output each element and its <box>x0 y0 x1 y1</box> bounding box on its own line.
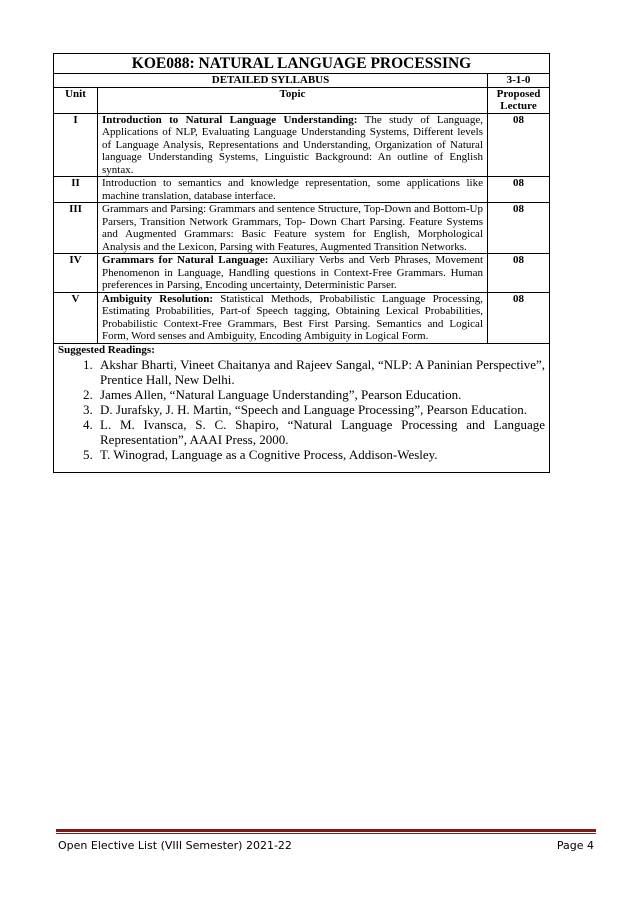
topic-heading: Introduction to Natural Language Understanding: <box>102 113 358 126</box>
readings-list <box>58 357 545 462</box>
ltp-value: 3-1-0 <box>488 74 550 88</box>
topic-text: Introduction to semantics and knowledge representation, some applications like machine translation, database interface. <box>102 177 483 202</box>
list-item: 2. James Allen, “Natural Language Understanding”, Pearson Education. <box>96 387 545 402</box>
topic-heading: Grammars for Natural Language: <box>102 254 269 266</box>
unit-topic <box>98 177 488 203</box>
table-row <box>54 254 550 293</box>
topic-heading: Ambiguity Resolution: <box>102 292 214 305</box>
syllabus-label: DETAILED SYLLABUS <box>54 74 488 88</box>
lecture-count: 08 <box>488 292 550 343</box>
lecture-count: 08 <box>488 113 550 177</box>
list-item: 3. D. Jurafsky, J. H. Martin, “Speech and Language Processing”, Pearson Education. <box>96 402 545 417</box>
footer-divider-thin <box>56 833 596 834</box>
unit-topic <box>98 113 488 177</box>
page-number: Page 4 <box>556 839 594 852</box>
syllabus-table <box>53 53 550 473</box>
unit-number: I <box>54 113 98 177</box>
unit-topic <box>98 203 488 254</box>
course-title: KOE088: NATURAL LANGUAGE PROCESSING <box>54 54 550 74</box>
table-row <box>54 292 550 343</box>
lecture-count: 08 <box>488 177 550 203</box>
list-item: 1. Akshar Bharti, Vineet Chaitanya and Rajeev Sangal, “NLP: A Paninian Perspective”, Prentice Hall, New Delhi. <box>96 357 545 387</box>
readings-heading: Suggested Readings: <box>58 343 155 356</box>
unit-column-header: Unit <box>54 87 98 113</box>
topic-text: Statistical Methods, Probabilistic Language Processing, Estimating Probabilities, Part-of Speech tagging, Obtaining Lexical Probabilities, Probabilistic Context-Free Grammars, Best First Parsing. Semantics and Logical Form, Word senses and Ambiguity, Encoding Ambiguity in Logical Form. <box>102 292 483 342</box>
list-item: 5. T. Winograd, Language as a Cognitive Process, Addison-Wesley. <box>96 447 545 462</box>
table-row <box>54 177 550 203</box>
unit-number: IV <box>54 254 98 293</box>
topic-text: The study of Language, Applications of NLP, Evaluating Language Understanding Systems, Different levels of Language Analysis, Representations and Understanding, Organization of Natural language Understanding Systems, Linguistic Background: An outline of English syntax. <box>102 113 483 176</box>
topic-text: Auxiliary Verbs and Verb Phrases, Movement Phenomenon in Language, Handling questions in Context-Free Grammars. Human preferences in Parsing, Encoding uncertainty, Deterministic Parser. <box>102 254 484 291</box>
footer-text: Open Elective List (VIII Semester) 2021-22 <box>58 839 292 852</box>
lecture-column-header: Proposed Lecture <box>488 87 550 113</box>
table-row <box>54 113 550 177</box>
table-row <box>54 203 550 254</box>
unit-topic <box>98 254 488 293</box>
lecture-count: 08 <box>488 203 550 254</box>
footer-divider <box>56 829 596 832</box>
lecture-count: 08 <box>488 254 550 293</box>
suggested-readings <box>54 343 550 472</box>
unit-number: V <box>54 292 98 343</box>
list-item: 4. L. M. Ivansca, S. C. Shapiro, “Natural Language Processing and Language Representation”, AAAI Press, 2000. <box>96 417 545 447</box>
unit-number: III <box>54 203 98 254</box>
topic-column-header: Topic <box>98 87 488 113</box>
topic-text: Grammars and Parsing: Grammars and sentence Structure, Top-Down and Bottom-Up Parsers, Transition Network Grammars, Top- Down Chart Parsing. Feature Systems and Augmented Grammars: Basic Feature system for English, Morphological Analysis and the Lexicon, Parsing with Features, Augmented Transition Networks. <box>102 203 483 253</box>
unit-number: II <box>54 177 98 203</box>
unit-topic <box>98 292 488 343</box>
